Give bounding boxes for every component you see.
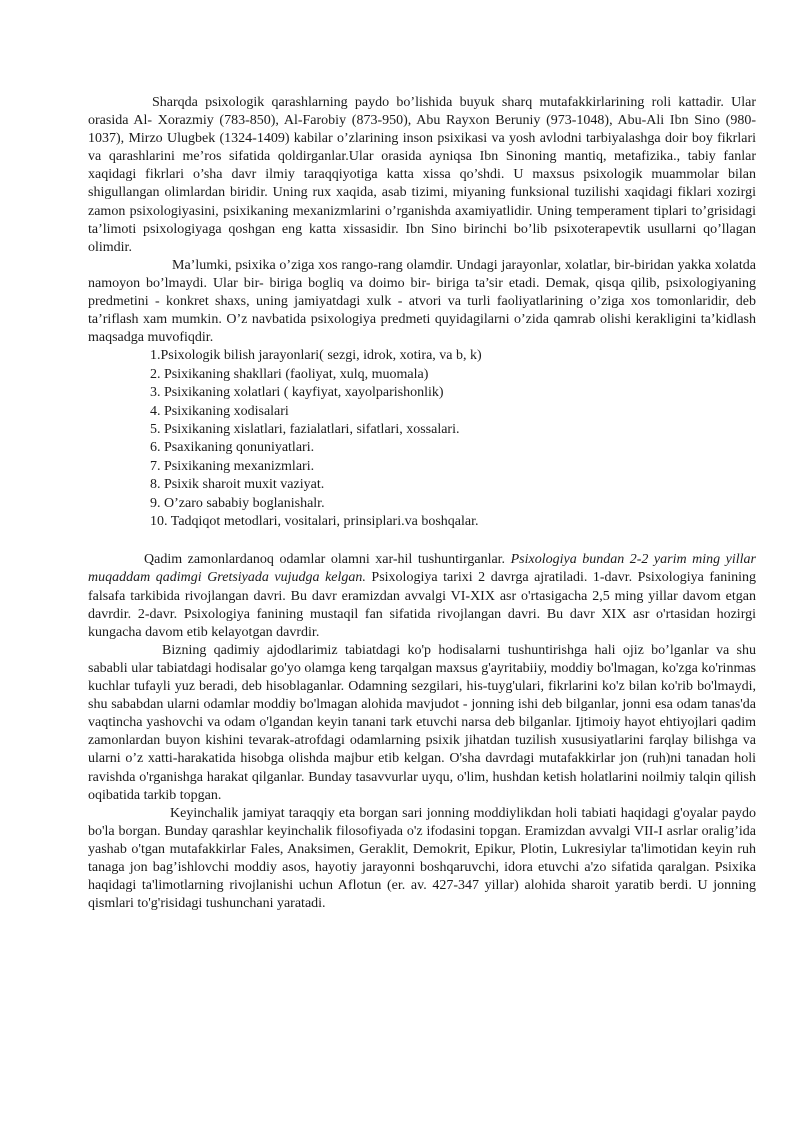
document-page bbox=[88, 94, 756, 913]
paragraph-history-periods bbox=[88, 551, 756, 641]
history-italic-text: Psixologiya bundan 2-2 yarim ming yillar muqaddam qadimgi Gretsiyada vujudga kelgan. bbox=[88, 552, 756, 586]
list-item: 9. O’zaro sababiy boglanishalr. bbox=[150, 495, 325, 511]
list-item: 3. Psixikaning xolatlari ( kayfiyat, xayolparishonlik) bbox=[150, 385, 444, 401]
list-item: 1.Psixologik bilish jarayonlari( sezgi, idrok, xotira, va b, k) bbox=[150, 348, 482, 364]
paragraph-philosophy-soul: Keyinchalik jamiyat taraqqiy eta borgan sari jonning moddiylikdan holi tabiati haqidagi g'oyalar paydo bo'la borgan. Bunday qarashlar keyinchalik filosofiyada o'z ifodasini topgan. Eramizdan avvalgi VII-I asrlar oralig’ida yashab o'tgan mutafakkirlar Fales, Anaksimen, Geraklit, Demokrit, Epikur, Plotin, Lukresiylar ta'limotidan keyin ruh tanaga jon bag’ishlovchi moddiy asos, hayotiy jarayonni boshqaruvchi, idora etuvchi a'zo sifatida qaralgan. Psixika haqidagi ta'limotlarning rivojlanishi uchun Aflotun (er. av. 427-347 yillar) alohida sharoit yaratib berdi. U jonning qismlari to'g'risidagi tushunchani yaratadi. bbox=[88, 805, 756, 912]
psychology-topics-list bbox=[88, 347, 756, 531]
list-item: 8. Psixik sharoit muxit vaziyat. bbox=[150, 477, 325, 493]
history-intro-text: Qadim zamonlardanoq odamlar olamni xar-hil tushuntirganlar. bbox=[144, 552, 511, 568]
list-item: 4. Psixikaning xodisalari bbox=[150, 403, 289, 419]
history-periods-text: Psixologiya tarixi 2 davrga ajratiladi. 1-davr. Psixologiya fanining falsafa tarkibida rivojlangan davri. Bu davr eramizdan avvalgi VI-XIX asr o'rtasigacha 2,5 ming yillar davom etgan davrdir. 2-davr. Psixologiya fanining mustaqil fan sifatida rivojlangan davri. Bu davr XIX asr o'rtasidan hozirgi kungacha davom etib kelayotgan davrdir. bbox=[88, 570, 756, 640]
list-item: 6. Psaxikaning qonuniyatlari. bbox=[150, 440, 315, 456]
paragraph-eastern-thinkers: Sharqda psixologik qarashlarning paydo bo’lishida buyuk sharq mutafakkirlarining roli kattadir. Ular orasida Al- Xorazmiy (783-850), Al-Farobiy (873-950), Abu Rayxon Beruniy (973-1048), Abu-Ali Ibn Sino (980-1037), Mirzo Ulugbek (1324-1409) kabilar o’zlarining inson psixikasi va yosh avlodni tarbiyalashga doir boy fikrlari va qarashlarini me’ros sifatida qoldirganlar.Ular orasida ayniqsa Ibn Sinoning mantiq, metafizika., tabiy fanlar xaqidagi fikrlari o’sha davr ilmiy taraqqiyotiga katta xissa qo’shdi. U maxsus psixologik muammolar bilan shigullangan olimlardan biridir. Uning rux xaqida, asab tizimi, miyaning funksional tuzilishi xaqidagi fiklari xozirgi zamon psixologiyasini, psixikaning mexanizmlarini o’rganishda axamiyatlidir. Uning temperament tiplari to’grisidagi ta’limoti psixologiyaga qoshgan eng katta xissasidir. Ibn Sino birinchi bo’lib psixoterapevtik usullarni qo’llagan olimdir. bbox=[88, 95, 756, 255]
paragraph-psyche-subject: Ma’lumki, psixika o’ziga xos rango-rang olamdir. Undagi jarayonlar, xolatlar, bir-biridan yakka xolatda namoyon bo’lmaydi. Ular bir- biriga bogliq va doimo bir- biriga ta’sir etadi. Demak, qisqa qilib, psixologiyaning predmetini - konkret shaxs, uning jamiyatdagi xulk - atvori va turli faoliyatlarining o’ziga xos tomonlaridir, deb ta’riflash xam mumkin. O’z navbatida psixologiya predmeti quyidagilarni o’zida qamrab olishi kerakligini ta’kidlash maqsadga muvofiqdir. bbox=[88, 257, 756, 346]
section-spacer bbox=[88, 531, 756, 551]
list-item: 7. Psixikaning mexanizmlari. bbox=[150, 458, 315, 474]
paragraph-ancestors-soul: Bizning qadimiy ajdodlarimiz tabiatdagi ko'p hodisalarni tushuntirishga hali ojiz bo’lganlar va shu sababli ular tabiatdagi hodisalar go'yo olamga keng tarqalgan maxsus g'ayritabiiy, moddiy bo'lmagan, ko'zga ko'rinmas kuchlar tufayli yuz beradi, deb hisoblaganlar. Odamning sezgilari, his-tuyg'ulari, fikrlarini ko'z bilan ko'rib bo'lmaydi, shu sababdan ularni odamlar moddiy bo'lmagan alohida mavjudot - jonning ishi deb bilganlar, jonni esa odam tanas'da vaqtincha yashovchi va odam o'lgandan keyin tanani tark etuvchi narsa deb bilganlar. Ijtimoiy hayot ehtiyojlari qadim zamonlardan buyon kishini tevarak-atrofdagi odamlarning psixik jihatdan tuzilish xususiyatlarini farqlay bilishga va ularni o’z xatti-harakatida hisobga olishda majbur etib kelgan. O'sha davrdagi mutafakkirlar jon (ruh)ni tanadan holi ravishda o'rganishga harakat qilganlar. Bunday tasavvurlar uyqu, o'lim, hushdan ketish holatlarini noilmiy talqin qilish oqibatida tarkib topgan. bbox=[88, 642, 756, 803]
list-item: 5. Psixikaning xislatlari, fazialatlari, sifatlari, xossalari. bbox=[150, 421, 460, 437]
list-item: 10. Tadqiqot metodlari, vositalari, prinsiplari.va boshqalar. bbox=[150, 513, 479, 529]
list-item: 2. Psixikaning shakllari (faoliyat, xulq, muomala) bbox=[150, 366, 429, 382]
